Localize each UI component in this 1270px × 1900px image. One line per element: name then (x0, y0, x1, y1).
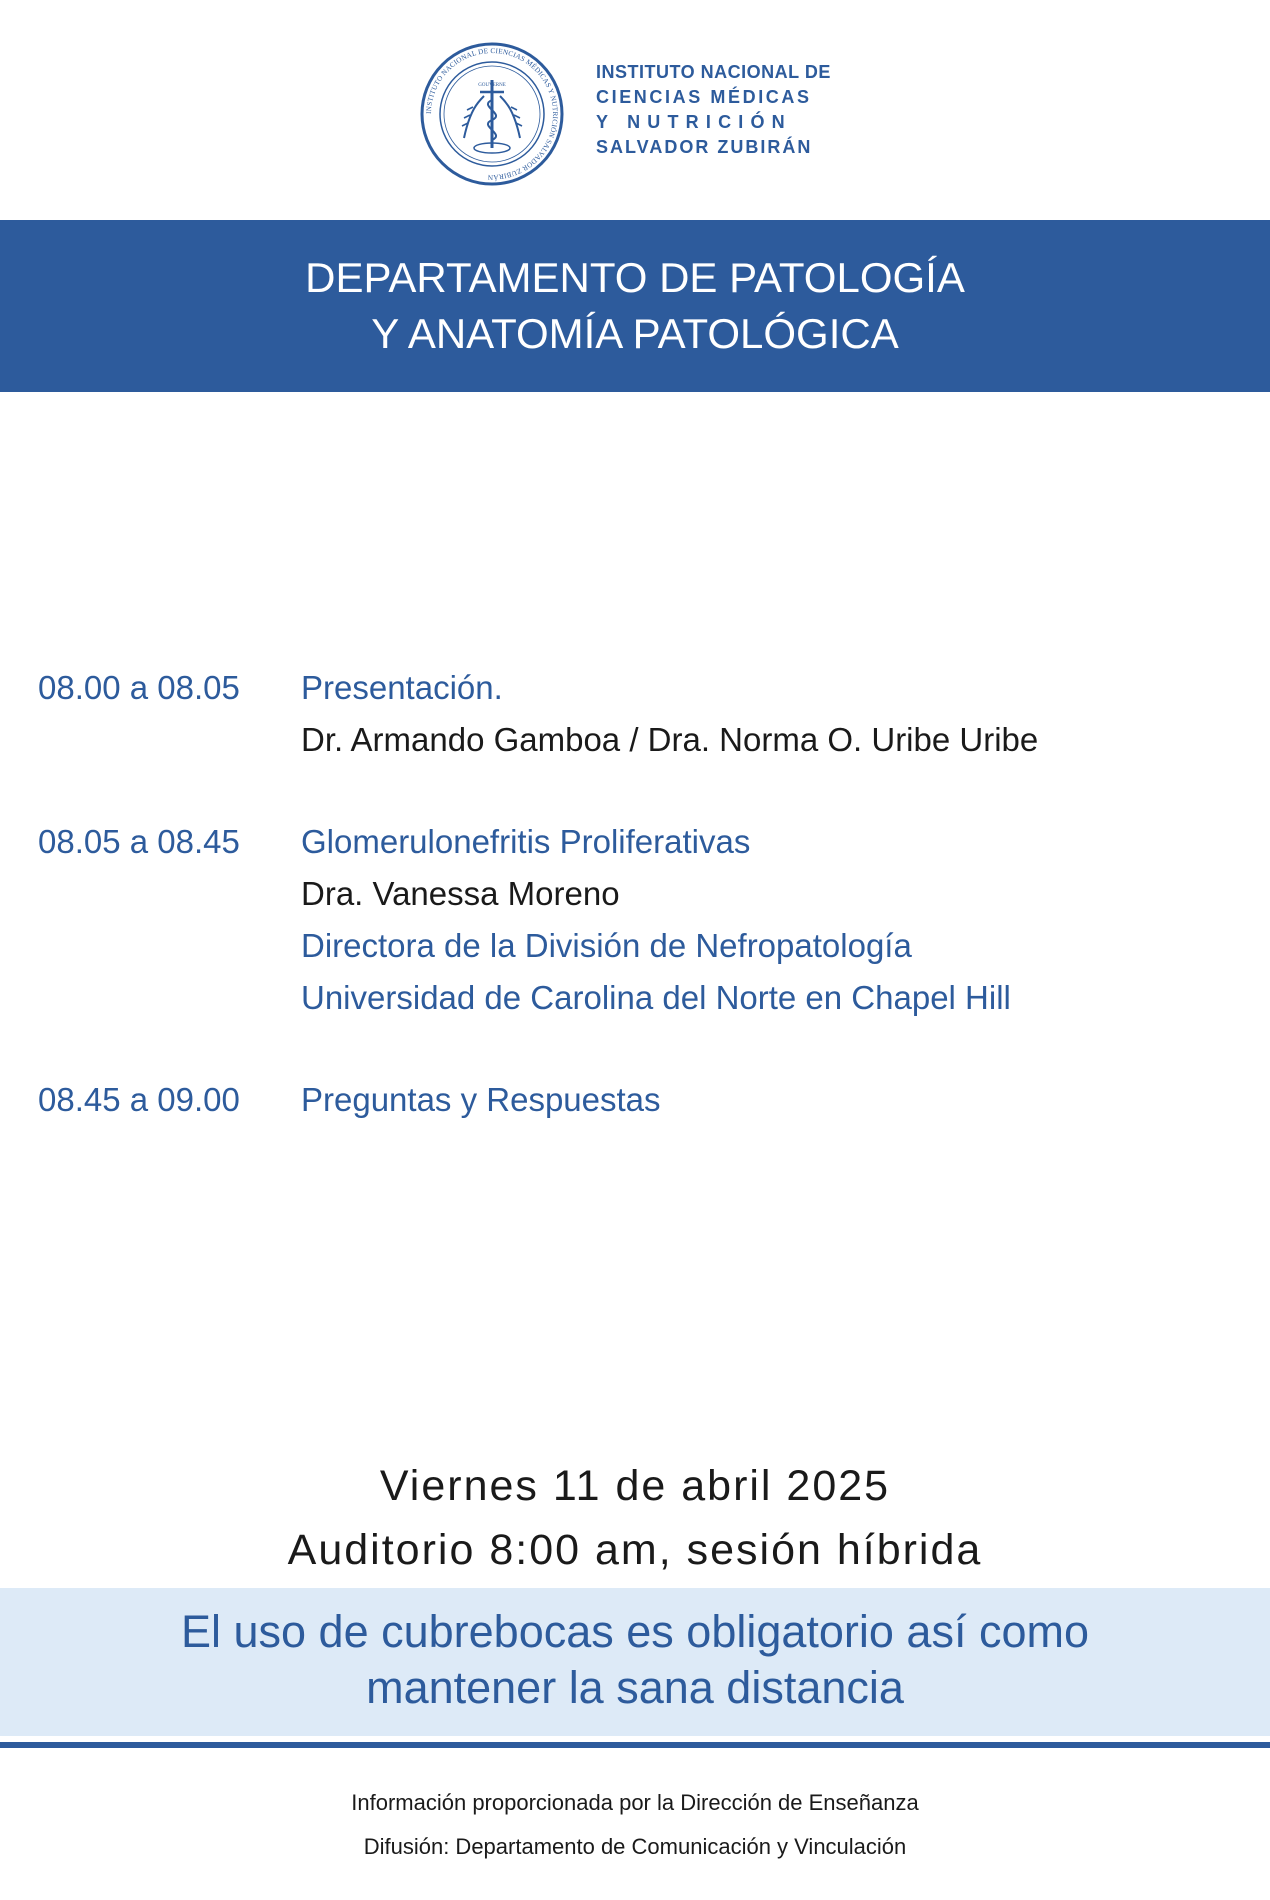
event-venue: Auditorio 8:00 am, sesión híbrida (287, 1526, 983, 1574)
schedule-title: Glomerulonefritis Proliferativas (301, 823, 751, 860)
notice-line2: mantener la sana distancia (366, 1662, 904, 1713)
department-title-line2: Y ANATOMÍA PATOLÓGICA (371, 310, 899, 357)
footer (0, 1781, 1270, 1869)
schedule-speaker: Dr. Armando Gamboa / Dra. Norma O. Uribe Uribe (301, 721, 1039, 758)
schedule-item (38, 1074, 1238, 1126)
footer-info: Información proporcionada por la Dirección de Enseñanza (351, 1790, 919, 1815)
schedule-title: Presentación. (301, 669, 503, 706)
schedule-item (38, 816, 1238, 1024)
institution-name-line: SALVADOR ZUBIRÁN (596, 137, 813, 157)
notice-line1: El uso de cubrebocas es obligatorio así como (180, 1606, 1090, 1657)
footer-diffusion: Difusión: Departamento de Comunicación y Vinculación (363, 1834, 907, 1859)
institution-name-line: INSTITUTO NACIONAL DE (596, 62, 831, 82)
mask-notice (0, 1588, 1270, 1736)
department-title-line1: DEPARTAMENTO DE PATOLOGÍA (305, 254, 965, 301)
schedule-speaker: Dra. Vanessa Moreno (301, 875, 620, 912)
institution-name-line: Y NUTRICIÓN (596, 112, 792, 132)
department-banner (0, 220, 1270, 392)
svg-text:INSTITUTO NACIONAL DE CIENCIAS: INSTITUTO NACIONAL DE CIENCIAS MÉDICAS Y NUTRICIÓN SALVADOR ZUBIRÁN (424, 46, 560, 182)
schedule-time: 08.45 a 09.00 (38, 1081, 240, 1118)
institution-name (596, 60, 831, 160)
svg-text:GOUVERNE: GOUVERNE (478, 83, 506, 88)
program-schedule (38, 662, 1238, 1126)
schedule-time: 08.05 a 08.45 (38, 823, 240, 860)
event-date: Viernes 11 de abril 2025 (379, 1462, 891, 1510)
divider (0, 1742, 1270, 1748)
speaker-affiliation: Universidad de Carolina del Norte en Chapel Hill (301, 979, 1011, 1016)
schedule-item (38, 662, 1238, 766)
speaker-role: Directora de la División de Nefropatología (301, 927, 912, 964)
institution-name-line: CIENCIAS MÉDICAS (596, 87, 812, 107)
event-info (0, 1454, 1270, 1582)
schedule-time: 08.00 a 08.05 (38, 669, 240, 706)
schedule-title: Preguntas y Respuestas (301, 1081, 661, 1118)
institution-seal-icon (418, 40, 566, 188)
institution-logo (418, 40, 858, 185)
